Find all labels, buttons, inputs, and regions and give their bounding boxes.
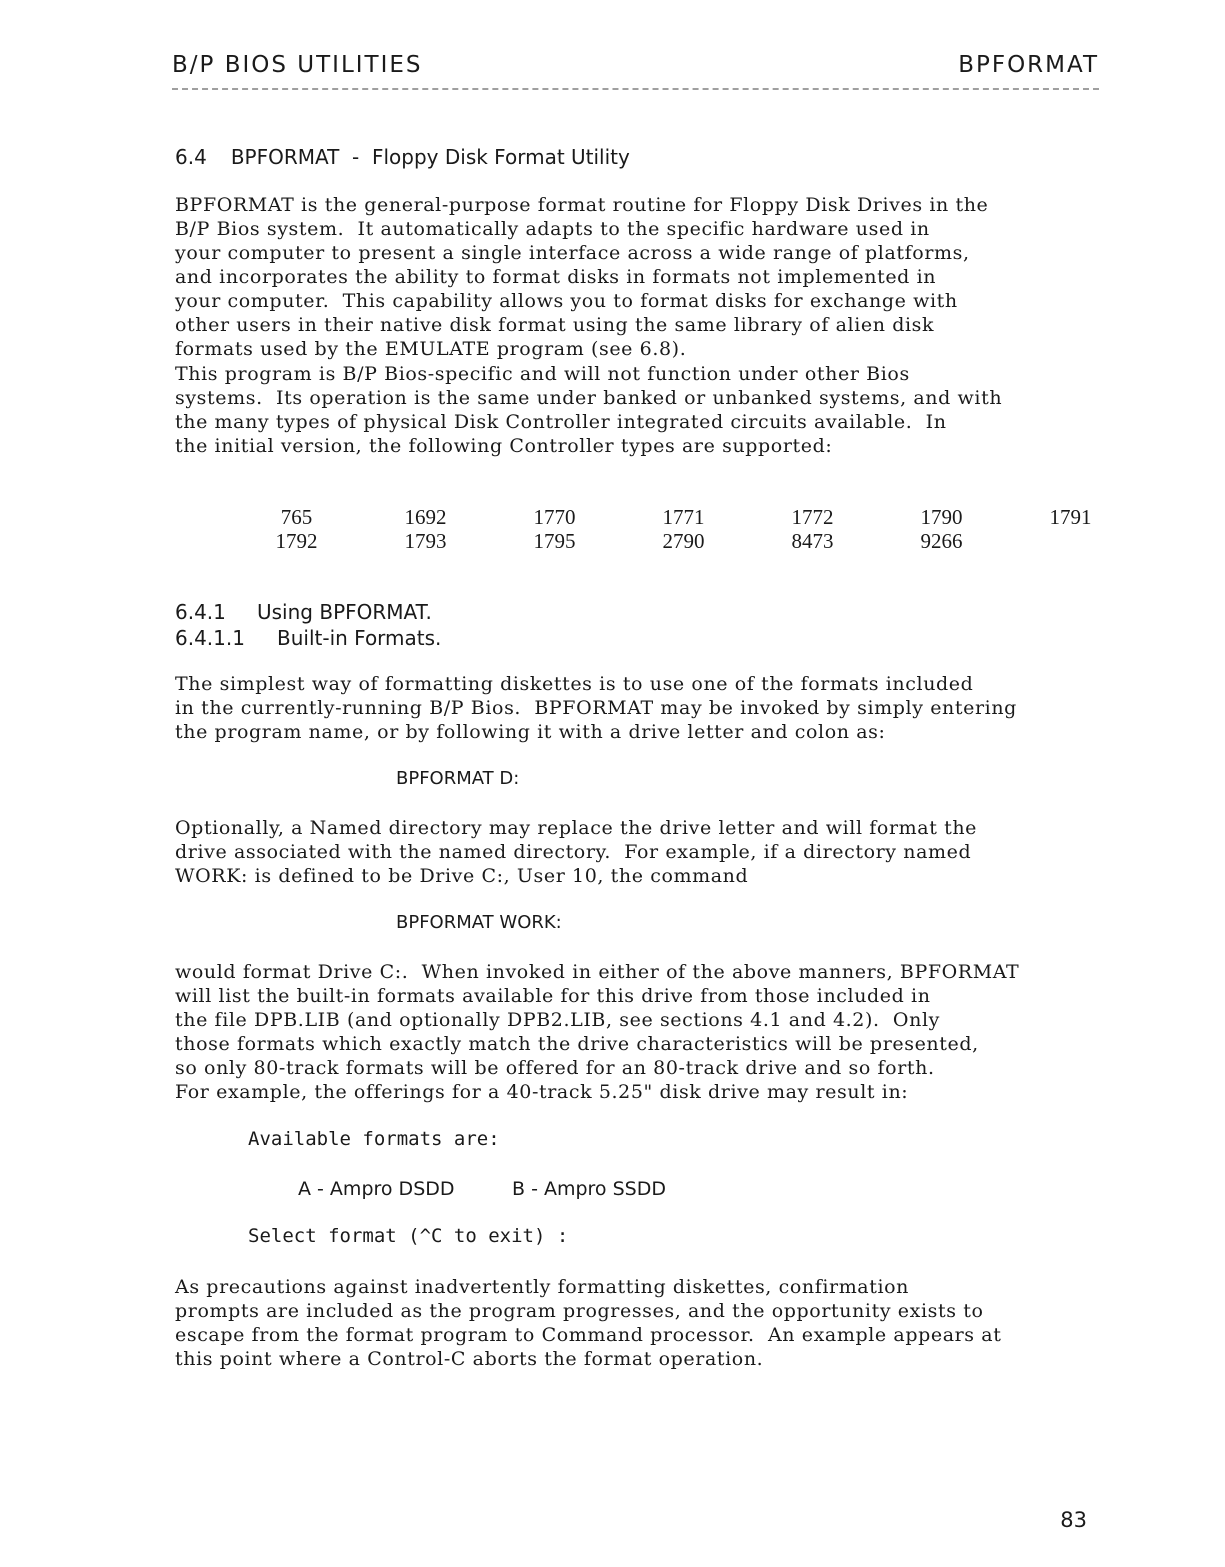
format-list-paragraph: would format Drive C:. When invoked in either of the above manners, BPFORMAT will list the built-in formats available for this drive from those included in the file DPB.LIB (and optionally DPB2.LIB, see sections 4.1 and 4.2). Only those formats which exactly match the drive characteristics will be presented, so only 80-track formats will be offered for an 80-track drive and so forth. For example, the offerings for a 40-track 5.25" disk drive may result in: [175, 961, 1020, 1103]
table-cell: 1770 [533, 505, 576, 529]
page-number: 83 [1060, 1508, 1087, 1532]
table-cell: 1791 [1049, 505, 1092, 529]
table-row [232, 505, 1135, 529]
table-cell: 1772 [791, 505, 834, 529]
subsection-heading [175, 600, 432, 624]
table-cell: 1793 [404, 529, 447, 553]
command-example: BPFORMAT WORK: [396, 912, 562, 933]
section-title: BPFORMAT - Floppy Disk Format Utility [230, 145, 630, 169]
running-header-left: B/P BIOS UTILITIES [172, 52, 423, 78]
table-cell: 8473 [791, 529, 834, 553]
table-cell: 1795 [533, 529, 576, 553]
subsubsection-heading [175, 626, 441, 650]
table-cell: 9266 [920, 529, 963, 553]
table-cell: 2790 [662, 529, 705, 553]
intro-paragraph: BPFORMAT is the general-purpose format routine for Floppy Disk Drives in the B/P Bios system. It automatically adapts to the specific hardware used in your computer to present a single interface across a wide range of platforms, and incorporates the ability to format disks in formats not implemented in your computer. This capability allows you to format disks for exchange with other users in their native disk format using the same library of alien disk formats used by the EMULATE program (see 6.8). [175, 194, 989, 360]
running-header-right: BPFORMAT [958, 52, 1099, 78]
table-row [232, 529, 1135, 553]
controller-types-table [232, 505, 1135, 553]
section-heading [175, 145, 654, 169]
table-cell: 1692 [404, 505, 447, 529]
header-rule [172, 88, 1099, 90]
subsection-number: 6.4.1 [175, 600, 226, 624]
screen-option-b: B - Ampro SSDD [512, 1178, 666, 1200]
table-cell: 1771 [662, 505, 705, 529]
precautions-paragraph: As precautions against inadvertently formatting diskettes, confirmation prompts are included as the program progresses, and the opportunity exists to escape from the format program to Command processor. An example appears at this point where a Control-C aborts the format operation. [175, 1276, 1002, 1370]
table-cell [1006, 529, 1135, 553]
screen-select-prompt: Select format (^C to exit) : [248, 1225, 569, 1247]
table-cell: 765 [280, 505, 313, 529]
subsubsection-number: 6.4.1.1 [175, 626, 245, 650]
screen-available-line: Available formats are: [248, 1128, 500, 1150]
subsection-title: Using BPFORMAT. [257, 600, 432, 624]
table-cell: 1792 [275, 529, 318, 553]
usage-paragraph: The simplest way of formatting diskettes is to use one of the formats included in the currently-running B/P Bios. BPFORMAT may be invoked by simply entering the program name, or by following it with a drive letter and colon as: [175, 673, 1017, 743]
named-directory-paragraph: Optionally, a Named directory may replace the drive letter and will format the drive associated with the named directory. For example, if a directory named WORK: is defined to be Drive C:, User 10, the command [175, 817, 977, 887]
table-cell: 1790 [920, 505, 963, 529]
screen-option-a: A - Ampro DSDD [298, 1178, 455, 1200]
subsubsection-title: Built-in Formats. [277, 626, 442, 650]
command-example: BPFORMAT D: [396, 768, 520, 789]
section-number: 6.4 [175, 145, 207, 169]
controller-support-paragraph: This program is B/P Bios-specific and will not function under other Bios systems. Its operation is the same under banked or unbanked systems, and with the many types of physical Disk Controller integrated circuits available. In the initial version, the following Controller types are supported: [175, 363, 1003, 457]
